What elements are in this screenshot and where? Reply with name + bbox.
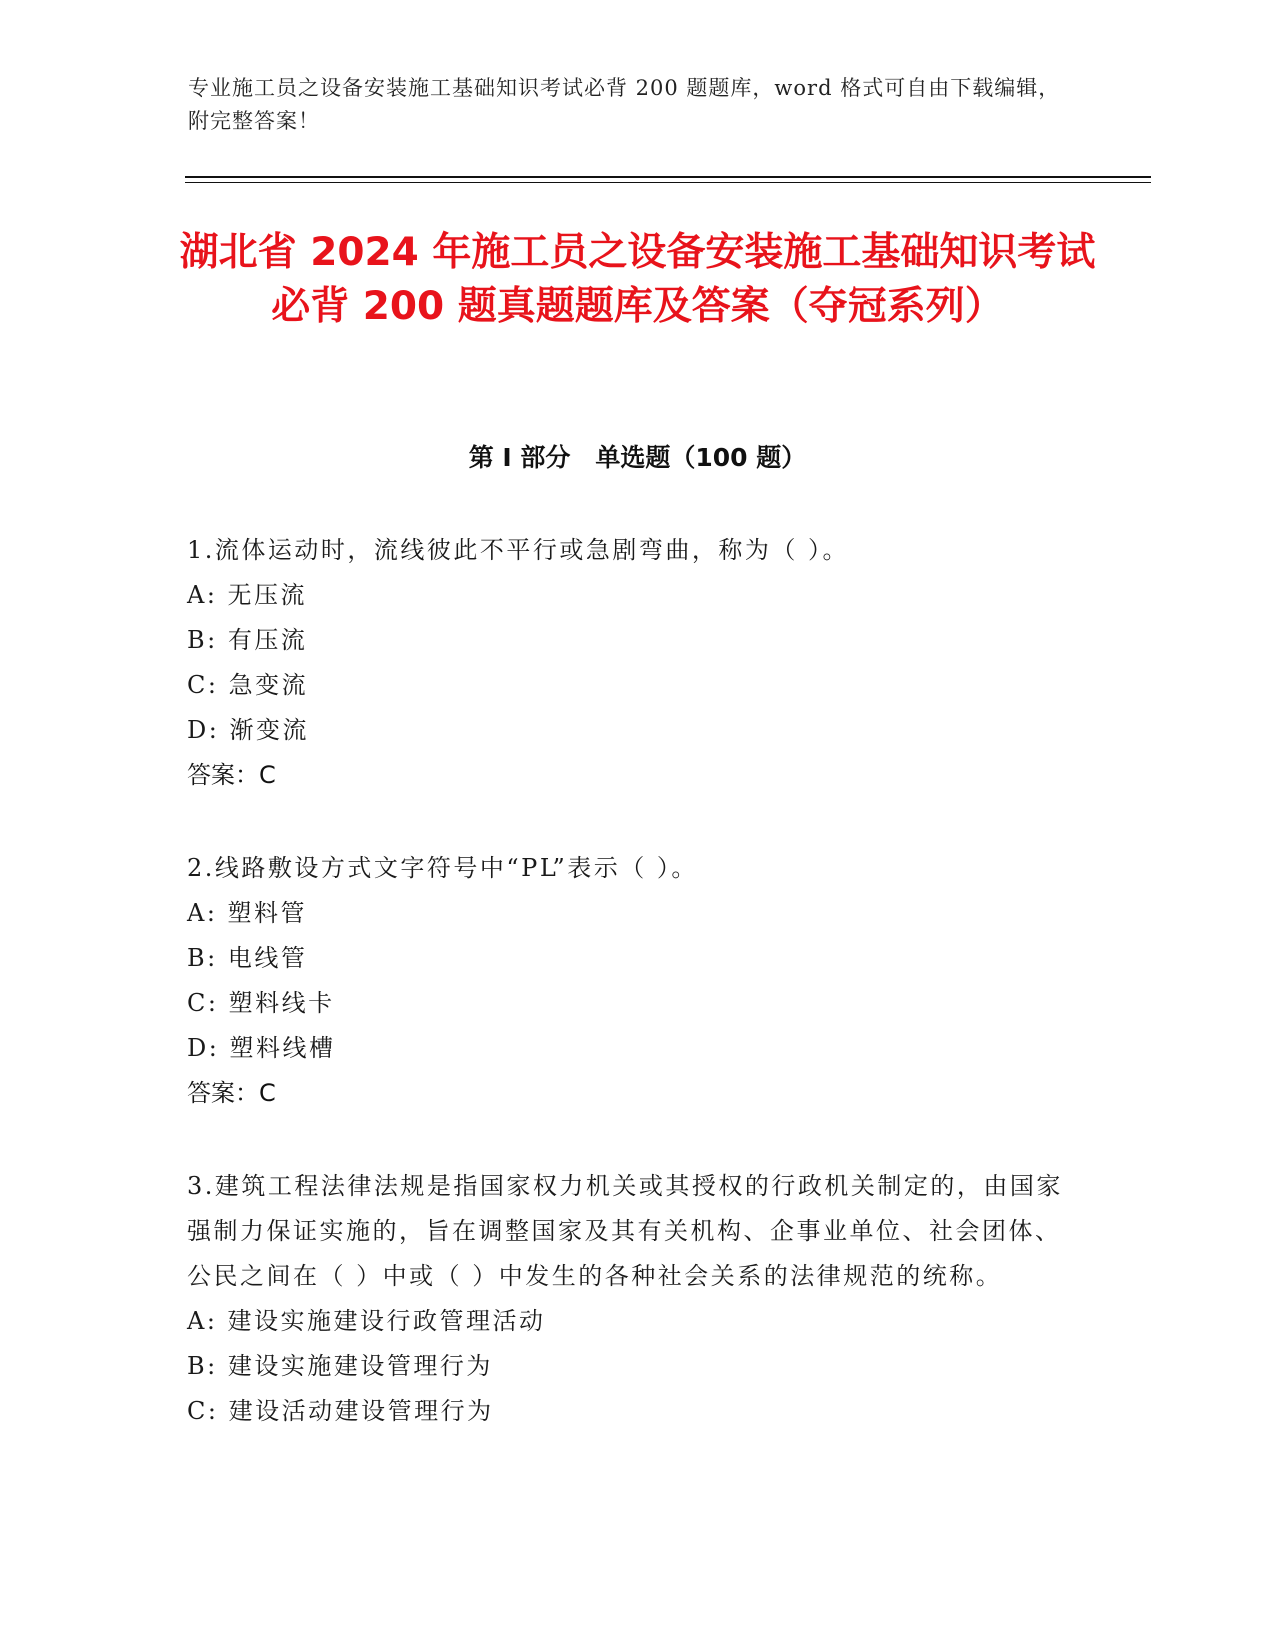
header-note: 专业施工员之设备安装施工基础知识考试必背 200 题题库，word 格式可自由下载编辑，附完整答案！: [188, 76, 1061, 133]
question-stem: 2.线路敷设方式文字符号中“PL”表示（ ）。: [187, 854, 698, 882]
option-c: C: 塑料线卡: [187, 989, 335, 1017]
question-stem: 1.流体运动时，流线彼此不平行或急剧弯曲，称为（ ）。: [187, 536, 850, 564]
option-c: C: 建设活动建设管理行为: [187, 1397, 494, 1425]
option-a: A: 建设实施建设行政管理活动: [187, 1307, 546, 1335]
option-b: B: 电线管: [187, 944, 308, 972]
option-c: C: 急变流: [187, 671, 309, 699]
question-list: [187, 528, 1067, 1482]
answer-line: 答案：C: [187, 1079, 276, 1107]
question-1: [187, 528, 1067, 798]
section-heading: 第 I 部分 单选题（100 题）: [468, 443, 807, 472]
option-d: D: 渐变流: [187, 716, 309, 744]
option-b: B: 建设实施建设管理行为: [187, 1352, 493, 1380]
header-divider-thin: [185, 182, 1151, 183]
option-a: A: 塑料管: [187, 899, 308, 927]
question-3: [187, 1164, 1067, 1434]
option-b: B: 有压流: [187, 626, 308, 654]
answer-line: 答案：C: [187, 761, 276, 789]
document-title: 湖北省 2024 年施工员之设备安装施工基础知识考试必背 200 题真题题库及答案（夺冠系列）: [179, 230, 1096, 329]
header-divider-thick: [185, 176, 1151, 178]
option-d: D: 塑料线槽: [187, 1034, 336, 1062]
question-stem: 3.建筑工程法律法规是指国家权力机关或其授权的行政机关制定的，由国家强制力保证实施的，旨在调整国家及其有关机构、企事业单位、社会团体、公民之间在（ ）中或（ ）中发生的各种社会关系的法律规范的统称。: [187, 1172, 1063, 1290]
question-2: [187, 846, 1067, 1116]
option-a: A: 无压流: [187, 581, 308, 609]
